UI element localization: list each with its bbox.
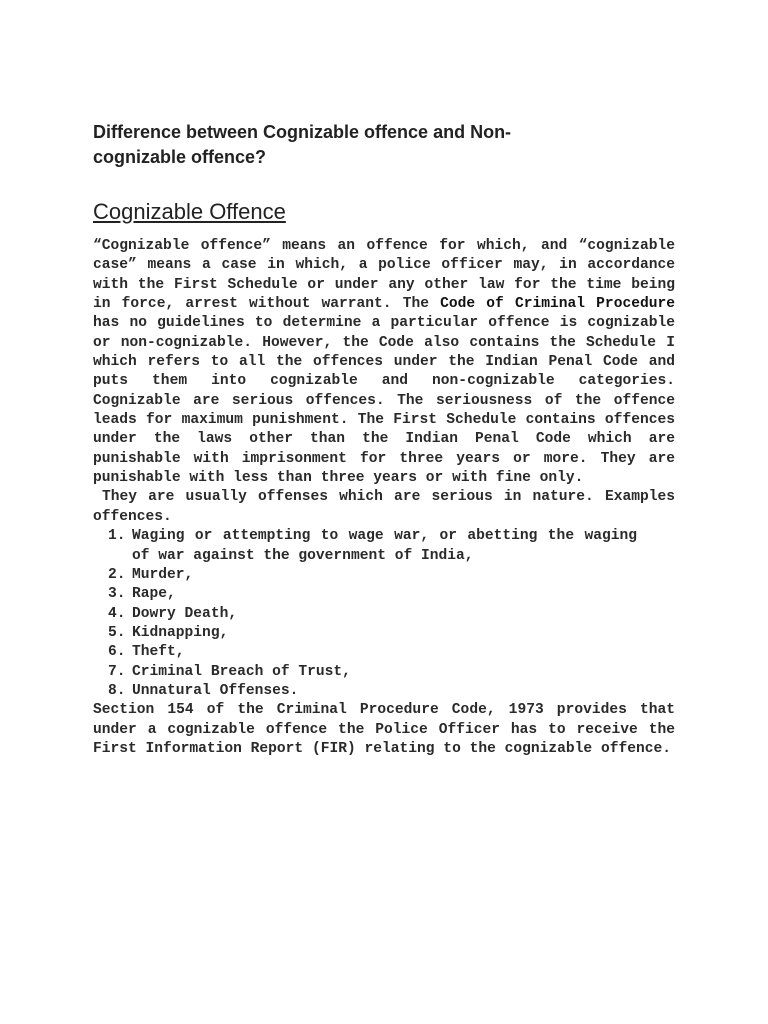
list-item-number: 2. [108,566,126,583]
list-item-text: Theft, [132,644,185,661]
list-item-text: Kidnapping, [132,624,229,641]
definition-text-middle: has no guidelines to determine a particular offence is cognizable or non-cognizable. However, the Code also contains the Schedule I which refers to all the offences under the Indian Penal Code and puts them into cognizable and non-cognizable categories. Cognizable are serious [93,315,675,409]
list-item-number: 5. [108,624,126,641]
list-item [108,663,675,682]
list-item [108,605,675,624]
list-item-text: Murder, [132,566,194,583]
list-item-number: 6. [108,644,126,661]
definition-text-end: . The seriousness of the offence leads for maximum punishment. The First Schedule contains offences under the laws other than the Indian Penal Code which are punishable with imprisonment for three years or more. They are punishable with less than three years or with fine only. [93,392,675,487]
examples-list [93,527,675,701]
list-item-text: Unnatural Offenses. [132,682,299,699]
list-item-number: 7. [108,663,126,680]
definition-text-start: “Cognizable offence” means an offence for which, and “cognizable case” means a case in which, a police officer may, in accordance with the First Schedule or under any other law for the time being in force, arrest without warrant. The [93,238,675,313]
definition-paragraph [93,237,675,488]
list-item-number: 8. [108,682,126,699]
list-item-text: Waging or attempting to wage war, or abetting the waging of war against the government of India, [132,528,637,564]
list-item [108,682,675,701]
question-title: Difference between Cognizable offence and Non-cognizable offence? [93,122,512,167]
list-item-text: Criminal Breach of Trust, [132,663,351,680]
list-item-number: 3. [108,586,126,603]
list-item [108,624,675,643]
list-item [108,643,675,662]
list-item [108,566,675,585]
list-item [108,527,675,566]
code-of-criminal-procedure-term: Code of Criminal Procedure [440,296,675,313]
offences-term: offences [305,392,376,409]
section-154-paragraph: Section 154 of the Criminal Procedure Code, 1973 provides that under a cognizable offence the Police Officer has to receive the First Information Report (FIR) relating to the cognizable offence. [93,702,675,757]
list-item-number: 1. [108,528,126,545]
examples-intro-paragraph: They are usually offenses which are serious in nature. Examples offences. [93,489,675,525]
list-item-number: 4. [108,605,126,622]
list-item [108,585,675,604]
list-item-text: Dowry Death, [132,605,238,622]
list-item-text: Rape, [132,586,176,603]
document-body [93,237,675,759]
section-heading: Cognizable Offence [93,199,286,224]
